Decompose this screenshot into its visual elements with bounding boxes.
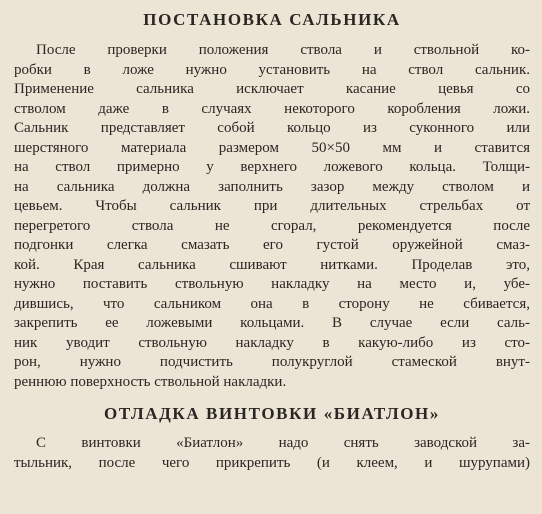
paragraph-line: После проверки положения ствола и ствольной ко-: [36, 42, 530, 58]
paragraph-line: закрепить ее ложевыми кольцами. В случае если саль-: [14, 315, 530, 331]
paragraph-line: на сальника должна заполнить зазор между стволом и: [14, 178, 530, 195]
paragraph-line: Сальник представляет собой кольцо из суконного или: [14, 120, 530, 136]
section-heading-rifle: ОТЛАДКА ВИНТОВКИ «БИАТЛОН»: [104, 404, 440, 423]
paragraph-line: цевьем. Чтобы сальник при длительных стрельбах от: [14, 198, 530, 214]
paragraph-line: тыльник, после чего прикрепить (и клеем, и шурупами): [14, 454, 530, 471]
paragraph-line: реннюю поверхность ствольной накладки.: [14, 373, 287, 390]
paragraph-line: шерстяного материала размером 50×50 мм и ставится: [14, 139, 530, 156]
paragraph-line: подгонки слегка смазать его густой оружейной смаз-: [14, 237, 530, 253]
paragraph-line: перегретого ствола не сгорал, рекомендуется после: [14, 217, 530, 234]
paragraph-gland: [14, 41, 530, 392]
paragraph-rifle: [14, 434, 530, 473]
paragraph-line: кой. Края сальника сшивают нитками. Проделав это,: [14, 256, 530, 273]
paragraph-line: ник уводит ствольную накладку в какую-либо из сто-: [14, 334, 530, 351]
paragraph-line: Применение сальника исключает касание цевья со: [14, 81, 530, 97]
paragraph-line: робки в ложе нужно установить на ствол сальник.: [14, 61, 530, 78]
paragraph-line: дившись, что сальником она в сторону не сбивается,: [14, 295, 530, 312]
paragraph-line: С винтовки «Биатлон» надо снять заводской за-: [36, 435, 530, 451]
paragraph-line: на ствол примерно у верхнего ложевого кольца. Толщи-: [14, 159, 530, 175]
paragraph-line: стволом даже в случаях некоторого коробления ложи.: [14, 100, 530, 117]
paragraph-line: нужно поставить ствольную накладку на место и, убе-: [14, 276, 530, 292]
paragraph-line: рон, нужно подчистить полукруглой стамеской внут-: [14, 354, 530, 370]
section-heading-gland: ПОСТАНОВКА САЛЬНИКА: [143, 10, 401, 29]
